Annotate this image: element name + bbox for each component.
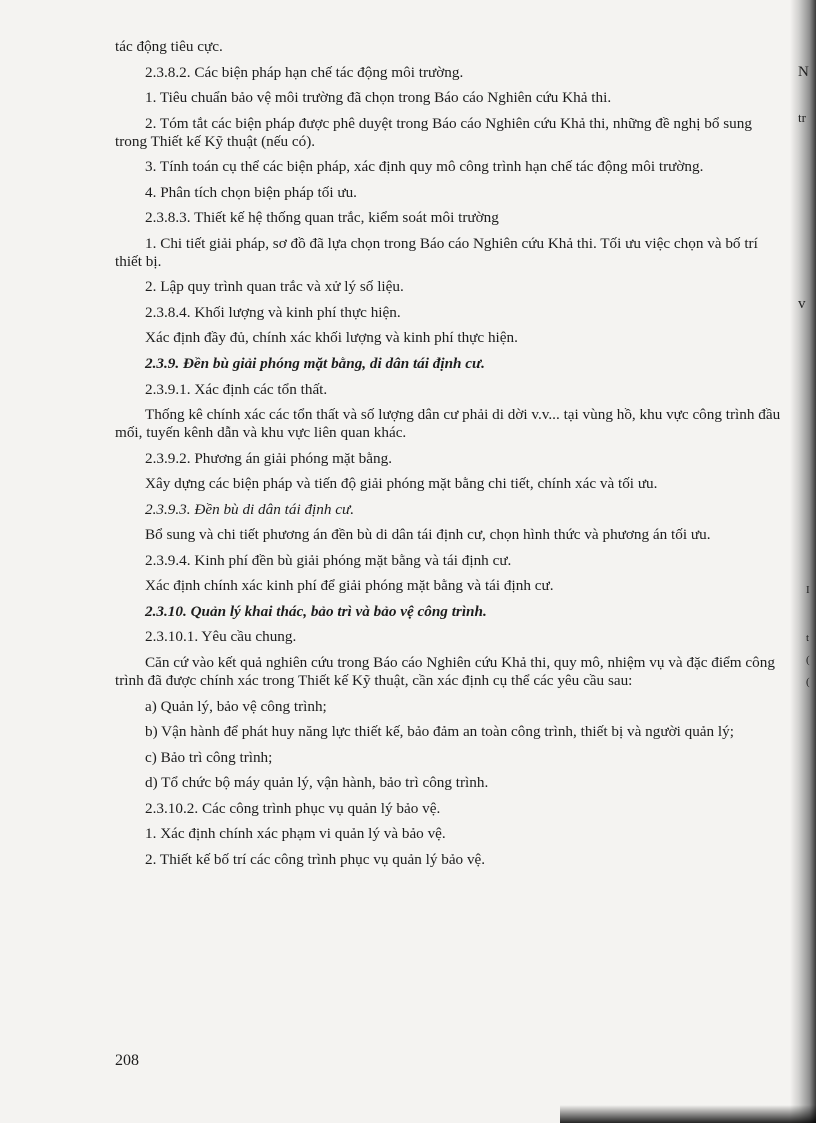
paragraph: 2. Lập quy trình quan trắc và xử lý số liệu. — [145, 278, 404, 296]
paragraph: d) Tổ chức bộ máy quản lý, vận hành, bảo trì công trình. — [145, 774, 489, 792]
facing-page-glyph: ( — [806, 676, 810, 688]
paragraph: Xác định đầy đủ, chính xác khối lượng và kinh phí thực hiện. — [145, 329, 518, 347]
paragraph: 2.3.8.4. Khối lượng và kinh phí thực hiện. — [145, 303, 401, 321]
paragraph: 2.3.10.1. Yêu cầu chung. — [145, 628, 297, 646]
section-heading: 2.3.10. Quản lý khai thác, bảo trì và bảo vệ công trình. — [145, 602, 487, 620]
paragraph: 2.3.8.3. Thiết kế hệ thống quan trắc, kiểm soát môi trường — [145, 209, 499, 227]
paragraph: Thống kê chính xác các tổn thất và số lượng dân cư phải di dời v.v... tại vùng hồ, khu vực công trình đầu mối, tuyến kênh dẫn và khu vực liên quan khác. — [115, 406, 781, 442]
book-gutter-shadow — [790, 0, 816, 1123]
section-heading: 2.3.9.3. Đền bù di dân tái định cư. — [145, 500, 355, 518]
paragraph: 3. Tính toán cụ thể các biện pháp, xác định quy mô công trình hạn chế tác động môi trường. — [145, 158, 704, 176]
facing-page-glyph: tr — [798, 110, 806, 125]
paragraph: Bổ sung và chi tiết phương án đền bù di dân tái định cư, chọn hình thức và phương án tối ưu. — [145, 526, 711, 544]
paragraph: a) Quản lý, bảo vệ công trình; — [145, 697, 327, 715]
paragraph: 2. Thiết kế bố trí các công trình phục vụ quản lý bảo vệ. — [145, 850, 486, 868]
bottom-shadow — [560, 1105, 816, 1123]
paragraph: 2.3.9.4. Kinh phí đền bù giải phóng mặt bằng và tái định cư. — [145, 551, 512, 569]
paragraph: 2.3.9.1. Xác định các tổn thất. — [145, 380, 328, 398]
paragraph: 2. Tóm tắt các biện pháp được phê duyệt trong Báo cáo Nghiên cứu Khả thi, những đề nghị bổ sung trong Thiết kế Kỹ thuật (nếu có). — [115, 114, 752, 150]
paragraph: tác động tiêu cực. — [115, 38, 223, 55]
paragraph: 1. Xác định chính xác phạm vi quản lý và bảo vệ. — [145, 825, 446, 843]
facing-page-glyph: t — [806, 632, 810, 644]
paragraph: 1. Tiêu chuẩn bảo vệ môi trường đã chọn trong Báo cáo Nghiên cứu Khả thi. — [145, 89, 612, 107]
paragraph: 1. Chi tiết giải pháp, sơ đồ đã lựa chọn trong Báo cáo Nghiên cứu Khả thi. Tối ưu việc chọn và bố trí thiết bị. — [115, 234, 758, 270]
body-text — [115, 38, 783, 876]
paragraph: b) Vận hành để phát huy năng lực thiết kế, bảo đảm an toàn công trình, thiết bị và người quản lý; — [145, 723, 734, 741]
paragraph: Căn cứ vào kết quả nghiên cứu trong Báo cáo Nghiên cứu Khả thi, quy mô, nhiệm vụ và đặc điểm công trình đã được chính xác trong Thiết kế Kỹ thuật, cần xác định cụ thể các yêu cầu sau: — [115, 654, 775, 690]
paragraph: 4. Phân tích chọn biện pháp tối ưu. — [145, 183, 357, 201]
facing-page-glyph: I — [806, 584, 810, 596]
section-heading: 2.3.9. Đền bù giải phóng mặt bằng, di dân tái định cư. — [145, 355, 485, 373]
facing-page-glyph: N — [798, 64, 809, 80]
paragraph: 2.3.8.2. Các biện pháp hạn chế tác động môi trường. — [145, 63, 464, 81]
paragraph: 2.3.9.2. Phương án giải phóng mặt bằng. — [145, 449, 393, 467]
paragraph: 2.3.10.2. Các công trình phục vụ quản lý bảo vệ. — [145, 799, 441, 817]
facing-page-glyph: v — [798, 296, 806, 312]
facing-page-glyph: ( — [806, 654, 810, 666]
page-number: 208 — [115, 1052, 139, 1069]
paragraph: c) Bảo trì công trình; — [145, 748, 273, 766]
paragraph: Xác định chính xác kinh phí để giải phóng mặt bằng và tái định cư. — [145, 577, 554, 595]
paragraph: Xây dựng các biện pháp và tiến độ giải phóng mặt bằng chi tiết, chính xác và tối ưu. — [145, 475, 658, 493]
